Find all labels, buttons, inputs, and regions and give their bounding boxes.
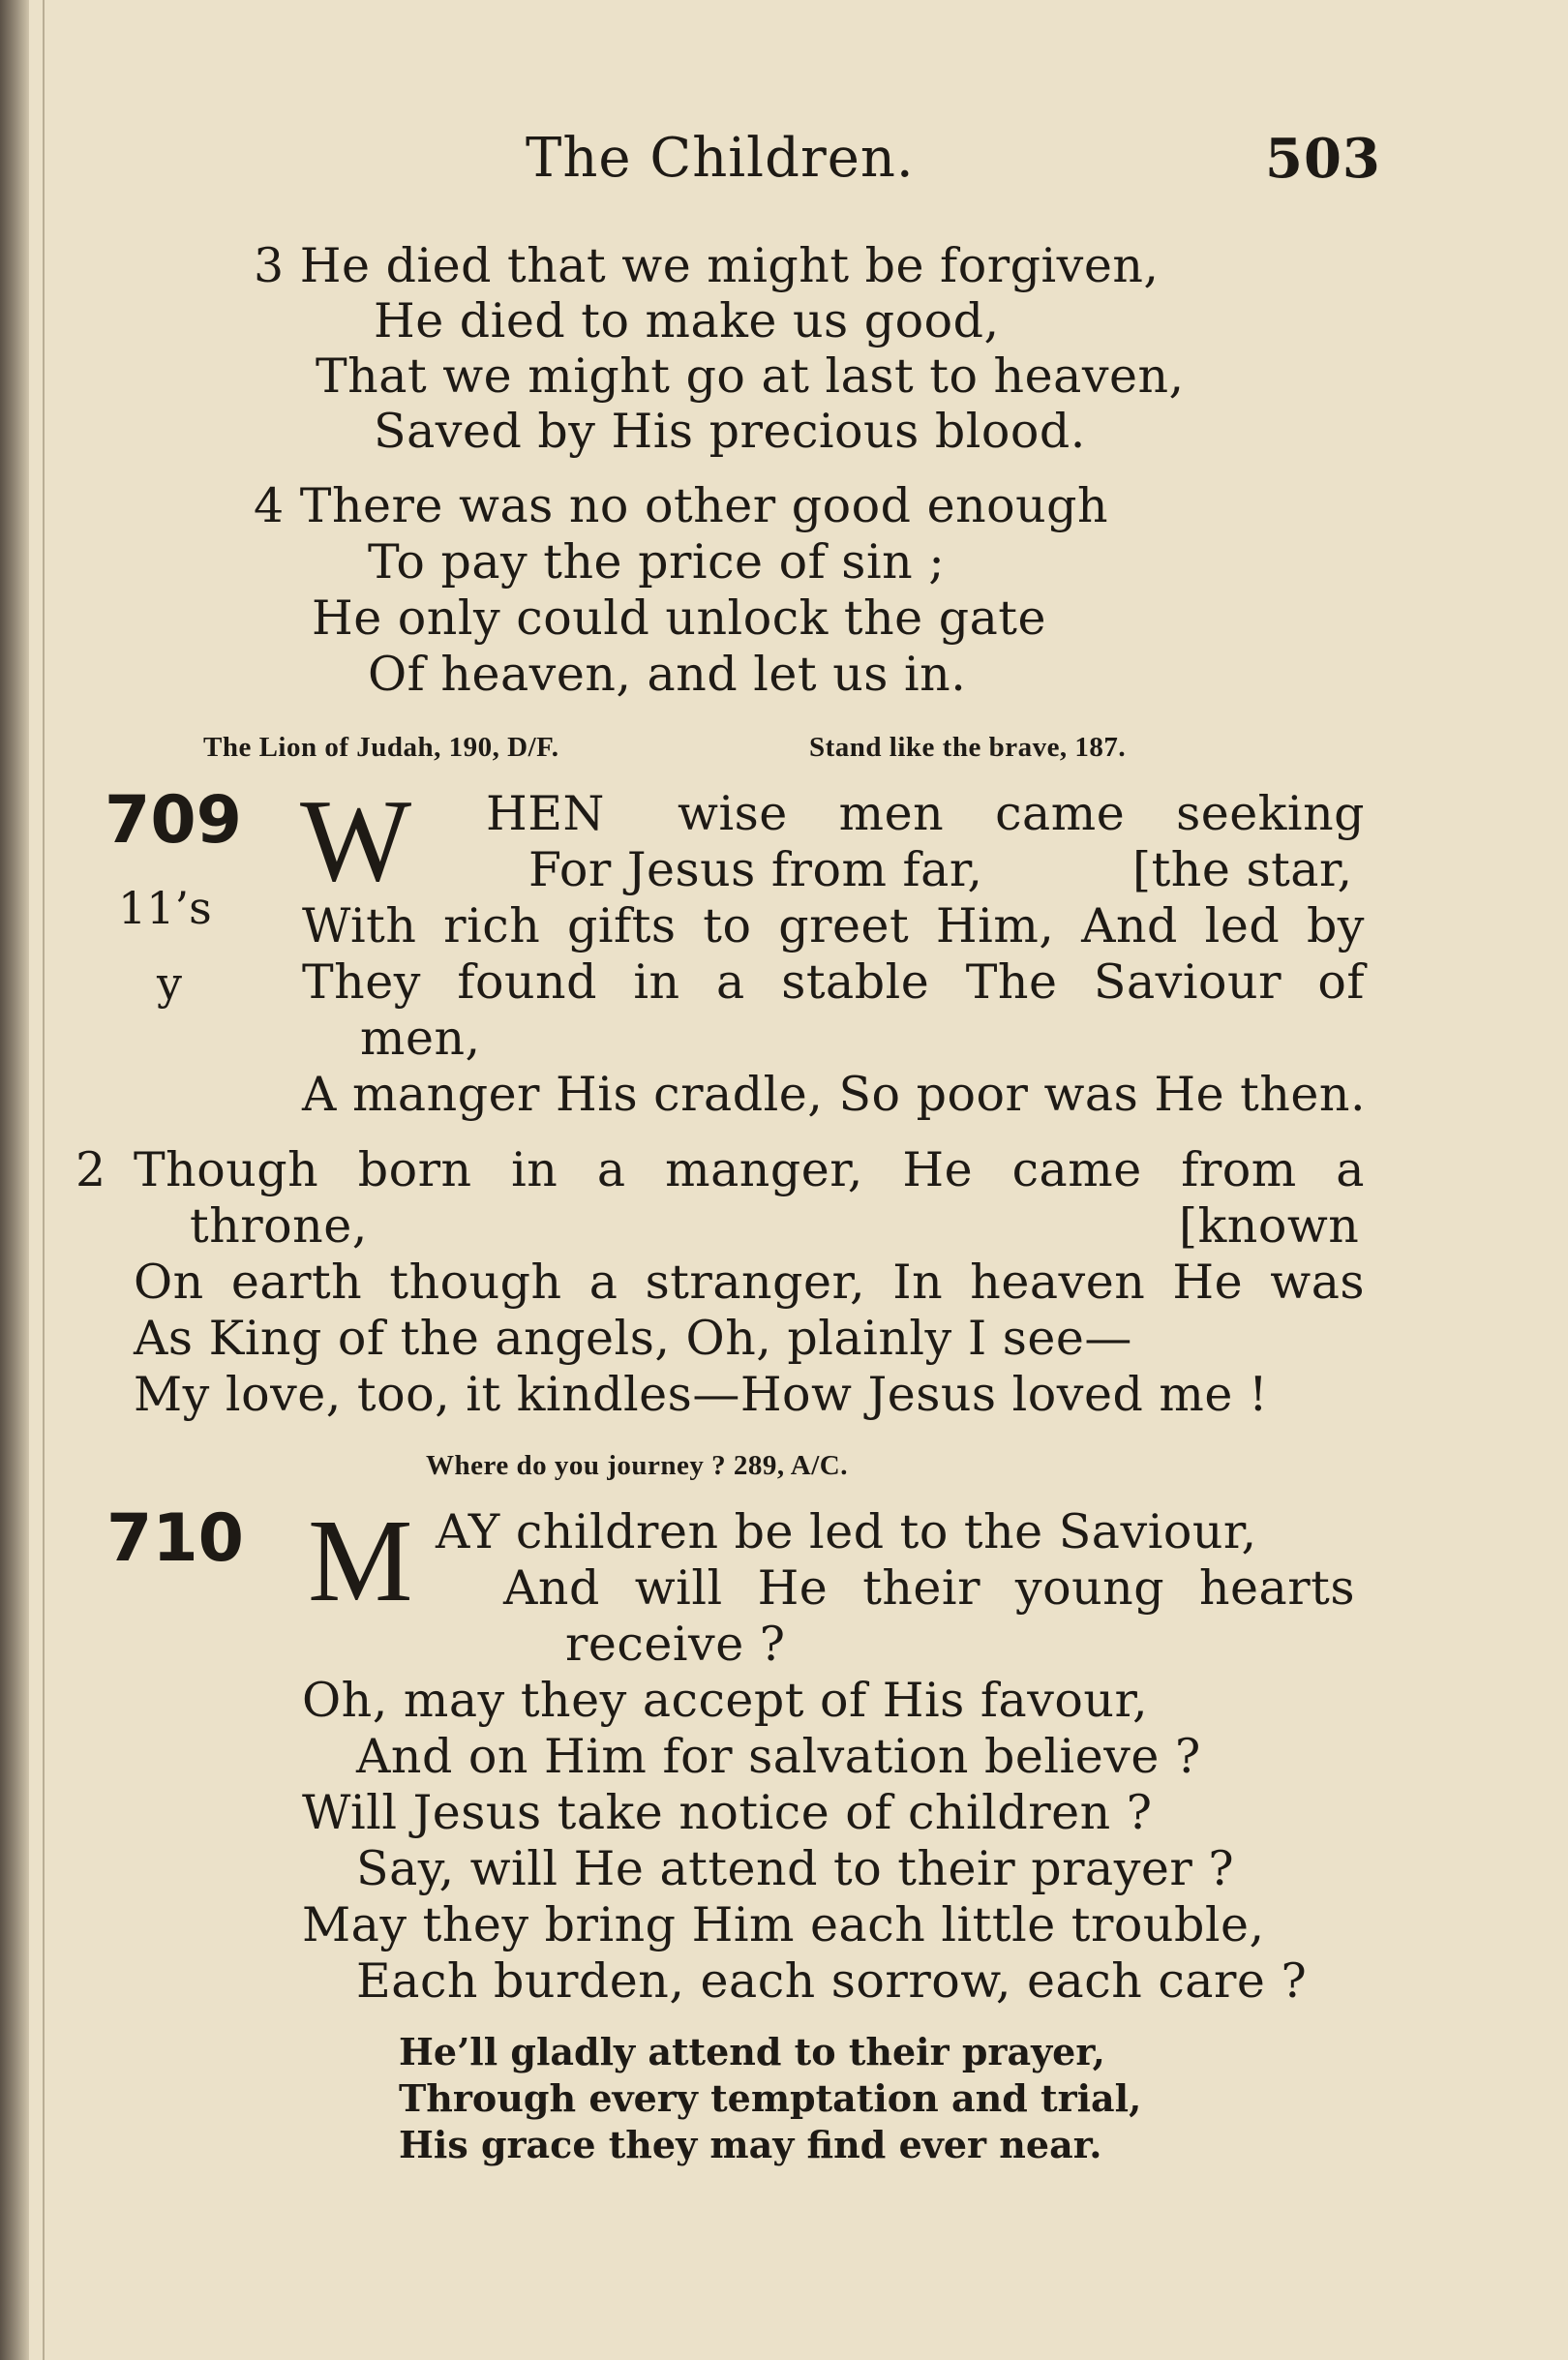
hymn-710-line-9: Each burden, each sorrow, each care ? [356,1953,1308,2009]
hymn-709-verse-2-line-2-carry: [known [1179,1198,1360,1254]
hymn-709-line-1-start: HEN [486,786,605,841]
verse-4-line-1: 4 There was no other good enough [254,478,1109,533]
page-title: The Children. [526,127,915,190]
page-number: 503 [1265,127,1381,191]
hymn-710-line-1: AY children be led to the Saviour, [436,1504,1257,1559]
chorus-line-2: Through every temptation and trial, [399,2076,1142,2120]
hymn-709-verse-2-line-4: As King of the angels, Oh, plainly I see— [134,1311,1132,1366]
hymn-709-line-4: They found in a stable The Saviour of [302,954,1366,1010]
hymn-710-line-7: Say, will He attend to their prayer ? [356,1841,1235,1896]
hymn-meter: 11’s [118,882,212,934]
hymn-number-710: 710 [106,1500,244,1577]
hymn-number-709: 709 [105,782,242,859]
verse-3-line-2: He died to make us good, [374,293,1000,348]
drop-cap-w: W [300,775,412,906]
hymn-710-line-8: May they bring Him each little trouble, [302,1897,1265,1952]
chorus-line-3: His grace they may find ever near. [399,2123,1102,2166]
hymn-709-verse-2-line-1: Though born in a manger, He came from a [134,1142,1365,1197]
hymn-709-verse-2-line-2: throne, [190,1198,368,1254]
hymn-710-line-6: Will Jesus take notice of children ? [302,1785,1153,1840]
verse-4-line-2: To pay the price of sin ; [368,534,946,590]
meter-mark: y [157,957,182,1010]
hymn-709-line-6: A manger His cradle, So poor was He then. [302,1067,1367,1122]
verse-3-line-3: That we might go at last to heaven, [316,348,1185,404]
hymn-709-verse-2-line-3: On earth though a stranger, In heaven He was [134,1255,1366,1310]
verse-3-line-1: 3 He died that we might be forgiven, [254,238,1160,293]
verse-3-line-4: Saved by His precious blood. [374,404,1086,459]
tune-reference-left: The Lion of Judah, 190, D/F. [203,732,559,763]
hymn-709-line-1: wise men came seeking [678,786,1366,841]
hymn-710-line-3: receive ? [565,1617,786,1672]
hymn-709-line-5: men, [360,1011,481,1066]
verse-number: 3 [254,238,285,293]
verse-4-line-3: He only could unlock the gate [312,590,1046,646]
hymn-709-line-3: With rich gifts to greet Him, And led by [302,898,1365,953]
hymn-709-line-2-carry: [the star, [1132,842,1353,897]
drop-cap-m: M [308,1496,413,1626]
tune-reference-right: Stand like the brave, 187. [809,732,1127,763]
hymn-710-line-4: Oh, may they accept of His favour, [302,1673,1149,1728]
hymn-709-line-2: For Jesus from far, [528,842,983,897]
tune-reference: Where do you journey ? 289, A/C. [426,1450,848,1481]
hymn-710-line-5: And on Him for salvation believe ? [356,1729,1201,1784]
verse-number: 4 [254,478,285,533]
hymn-710-line-2: And will He their young hearts [503,1560,1356,1616]
verse-number: 2 [75,1142,106,1197]
hymn-709-verse-2-line-5: My love, too, it kindles—How Jesus loved me ! [134,1367,1269,1422]
verse-4-line-4: Of heaven, and let us in. [368,647,967,702]
chorus-line-1: He’ll gladly attend to their prayer, [399,2030,1105,2073]
